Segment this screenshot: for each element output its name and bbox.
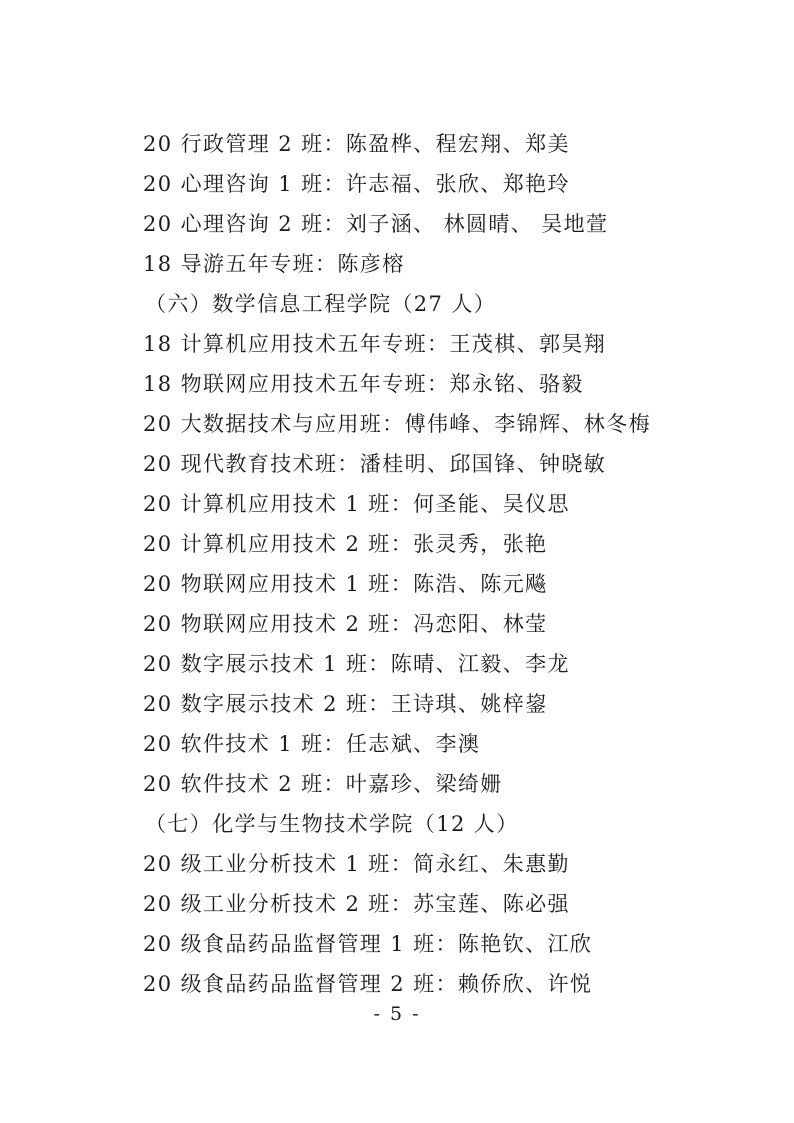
list-item: 20 软件技术 1 班：任志斌、李澳 xyxy=(143,732,481,756)
list-item: 20 数字展示技术 1 班：陈晴、江毅、李龙 xyxy=(143,652,570,676)
list-item: 20 数字展示技术 2 班：王诗琪、姚梓鋆 xyxy=(143,692,548,716)
list-item: 20 现代教育技术班：潘桂明、邱国锋、钟晓敏 xyxy=(143,452,607,476)
document-body xyxy=(143,124,743,1004)
list-item: 20 心理咨询 1 班：许志福、张欣、郑艳玲 xyxy=(143,172,570,196)
list-item: 20 软件技术 2 班：叶嘉珍、梁绮姗 xyxy=(143,772,503,796)
list-item: 20 级工业分析技术 1 班：简永红、朱惠勤 xyxy=(143,852,570,876)
list-item: 18 物联网应用技术五年专班：郑永铭、骆毅 xyxy=(143,372,584,396)
list-item: 20 物联网应用技术 2 班：冯恋阳、林莹 xyxy=(143,612,548,636)
list-item: 20 行政管理 2 班：陈盈桦、程宏翔、郑美 xyxy=(143,132,570,156)
list-item: 20 计算机应用技术 2 班：张灵秀，张艳 xyxy=(143,532,548,556)
list-item: 20 大数据技术与应用班：傅伟峰、李锦辉、林冬梅 xyxy=(143,412,651,436)
list-item: 20 级工业分析技术 2 班：苏宝莲、陈必强 xyxy=(143,892,570,916)
list-item: 20 计算机应用技术 1 班：何圣能、吴仪思 xyxy=(143,492,570,516)
list-item: 18 导游五年专班：陈彦榕 xyxy=(143,252,405,276)
list-item: 20 心理咨询 2 班：刘子涵、 林圆晴、 吴地萱 xyxy=(143,212,609,236)
list-item: 18 计算机应用技术五年专班：王茂棋、郭昊翔 xyxy=(143,332,607,356)
list-item: 20 物联网应用技术 1 班：陈浩、陈元飚 xyxy=(143,572,548,596)
list-item: 20 级食品药品监督管理 2 班：赖侨欣、许悦 xyxy=(143,972,593,996)
section-heading: （七）化学与生物技术学院（12 人） xyxy=(145,812,519,836)
section-heading: （六）数学信息工程学院（27 人） xyxy=(145,292,497,316)
list-item: 20 级食品药品监督管理 1 班：陈艳钦、江欣 xyxy=(143,932,593,956)
page-number: - 5 - xyxy=(373,1003,421,1025)
